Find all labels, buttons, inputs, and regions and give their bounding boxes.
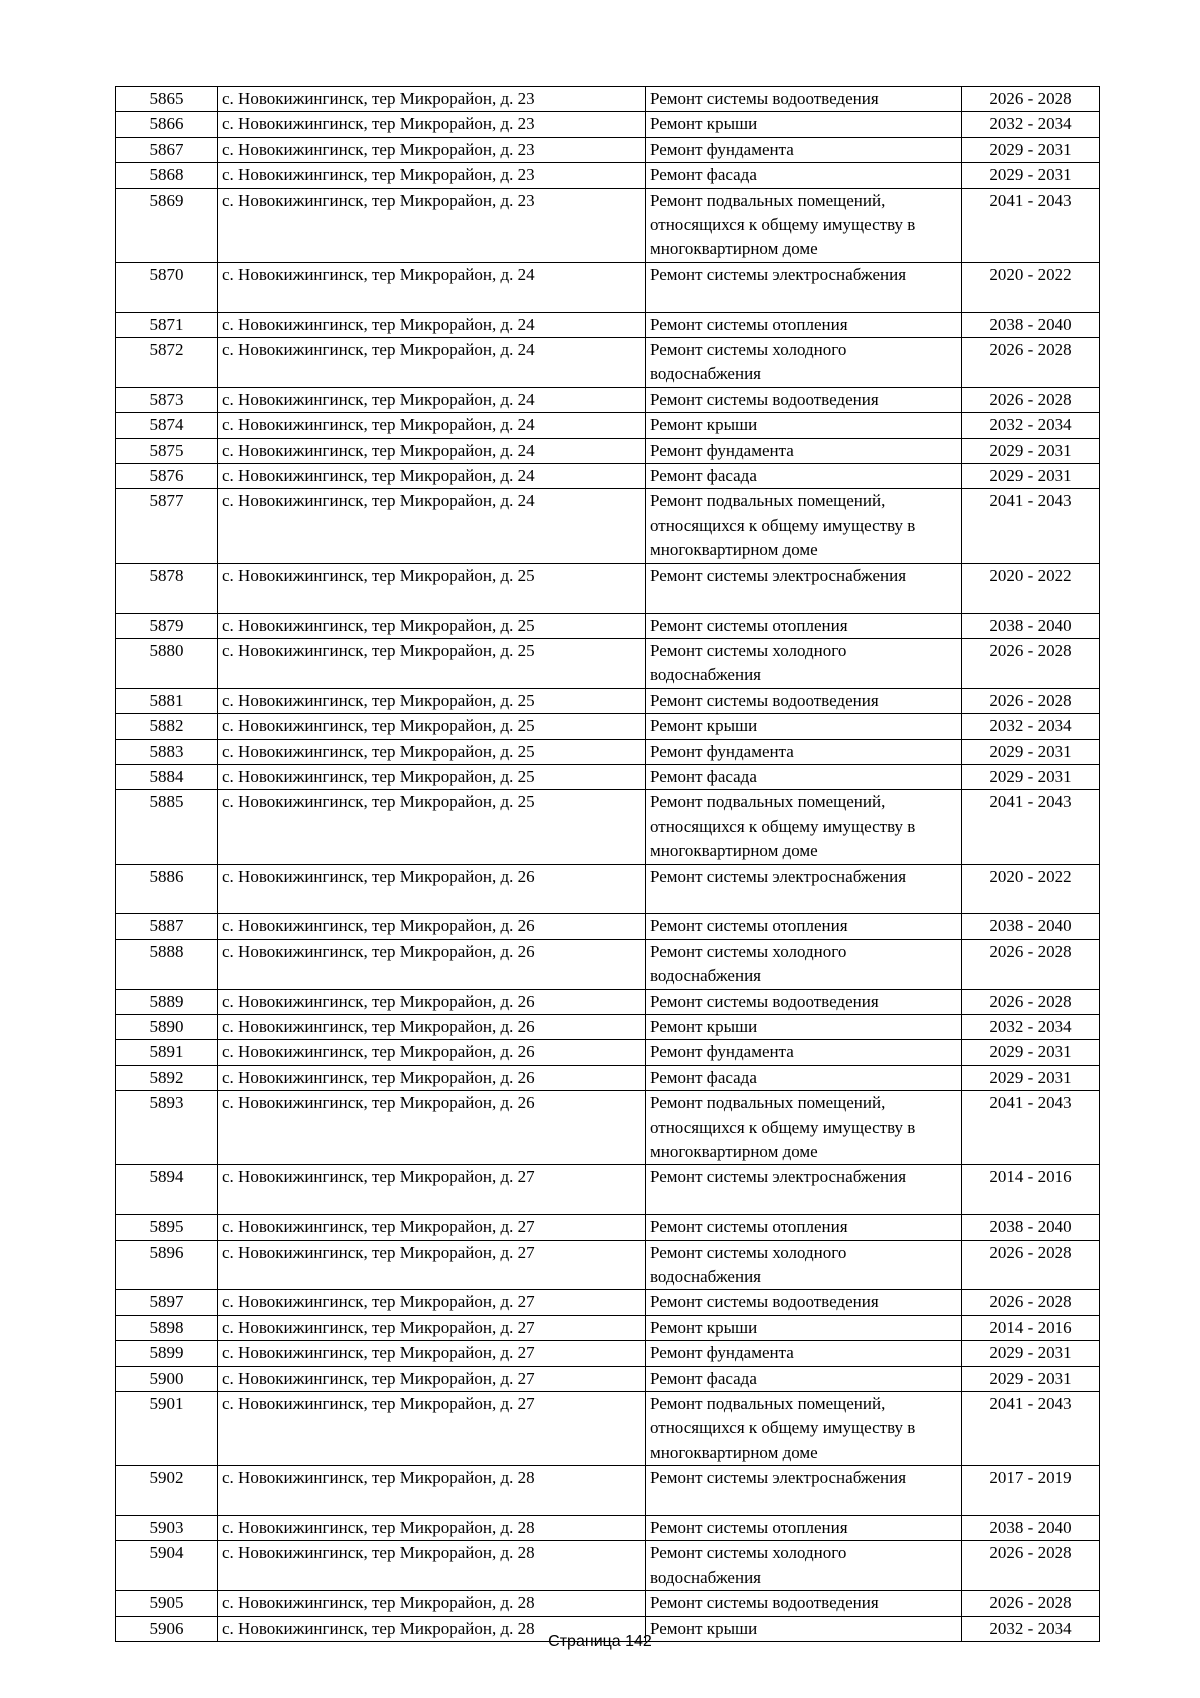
table-row <box>116 413 1100 438</box>
row-work-type: Ремонт системы водоотведения <box>646 387 962 412</box>
row-address: с. Новокижингинск, тер Микрорайон, д. 28 <box>218 1516 646 1541</box>
row-period: 2041 - 2043 <box>962 1392 1100 1466</box>
row-work-type: Ремонт системы водоотведения <box>646 87 962 112</box>
row-period: 2017 - 2019 <box>962 1466 1100 1516</box>
row-number: 5888 <box>116 939 218 989</box>
row-work-type: Ремонт подвальных помещений, относящихся к общему имуществу в многоквартирном доме <box>646 790 962 864</box>
row-period: 2029 - 2031 <box>962 1366 1100 1391</box>
row-number: 5881 <box>116 688 218 713</box>
table-row <box>116 188 1100 262</box>
row-address: с. Новокижингинск, тер Микрорайон, д. 27 <box>218 1215 646 1240</box>
row-address: с. Новокижингинск, тер Микрорайон, д. 26 <box>218 1091 646 1165</box>
row-address: с. Новокижингинск, тер Микрорайон, д. 27 <box>218 1290 646 1315</box>
row-number: 5901 <box>116 1392 218 1466</box>
table-row <box>116 87 1100 112</box>
row-number: 5894 <box>116 1165 218 1215</box>
row-address: с. Новокижингинск, тер Микрорайон, д. 24 <box>218 438 646 463</box>
row-period: 2029 - 2031 <box>962 438 1100 463</box>
row-period: 2029 - 2031 <box>962 739 1100 764</box>
table-row <box>116 563 1100 613</box>
table-row <box>116 1315 1100 1340</box>
row-work-type: Ремонт системы водоотведения <box>646 1290 962 1315</box>
row-address: с. Новокижингинск, тер Микрорайон, д. 25 <box>218 764 646 789</box>
row-address: с. Новокижингинск, тер Микрорайон, д. 25 <box>218 790 646 864</box>
table-row <box>116 1014 1100 1039</box>
row-number: 5865 <box>116 87 218 112</box>
row-number: 5869 <box>116 188 218 262</box>
row-period: 2026 - 2028 <box>962 939 1100 989</box>
row-period: 2032 - 2034 <box>962 714 1100 739</box>
row-period: 2026 - 2028 <box>962 688 1100 713</box>
row-address: с. Новокижингинск, тер Микрорайон, д. 27 <box>218 1315 646 1340</box>
row-period: 2020 - 2022 <box>962 864 1100 914</box>
row-period: 2038 - 2040 <box>962 613 1100 638</box>
row-work-type: Ремонт крыши <box>646 714 962 739</box>
row-address: с. Новокижингинск, тер Микрорайон, д. 24 <box>218 262 646 312</box>
row-address: с. Новокижингинск, тер Микрорайон, д. 25 <box>218 563 646 613</box>
row-period: 2020 - 2022 <box>962 262 1100 312</box>
row-number: 5899 <box>116 1341 218 1366</box>
row-number: 5906 <box>116 1616 218 1641</box>
row-address: с. Новокижингинск, тер Микрорайон, д. 24 <box>218 464 646 489</box>
row-address: с. Новокижингинск, тер Микрорайон, д. 26 <box>218 989 646 1014</box>
row-number: 5885 <box>116 790 218 864</box>
row-work-type: Ремонт системы водоотведения <box>646 688 962 713</box>
table-row <box>116 1466 1100 1516</box>
row-period: 2029 - 2031 <box>962 464 1100 489</box>
works-table-body <box>116 87 1100 1642</box>
table-row <box>116 1240 1100 1290</box>
table-row <box>116 1392 1100 1466</box>
row-number: 5890 <box>116 1014 218 1039</box>
table-row <box>116 1040 1100 1065</box>
row-work-type: Ремонт системы электроснабжения <box>646 262 962 312</box>
row-period: 2038 - 2040 <box>962 1516 1100 1541</box>
row-number: 5900 <box>116 1366 218 1391</box>
table-row <box>116 764 1100 789</box>
table-row <box>116 464 1100 489</box>
row-work-type: Ремонт системы отопления <box>646 1516 962 1541</box>
row-address: с. Новокижингинск, тер Микрорайон, д. 23 <box>218 188 646 262</box>
row-work-type: Ремонт подвальных помещений, относящихся к общему имуществу в многоквартирном доме <box>646 489 962 563</box>
row-number: 5896 <box>116 1240 218 1290</box>
row-number: 5902 <box>116 1466 218 1516</box>
row-work-type: Ремонт системы отопления <box>646 613 962 638</box>
row-work-type: Ремонт подвальных помещений, относящихся к общему имуществу в многоквартирном доме <box>646 188 962 262</box>
row-period: 2026 - 2028 <box>962 638 1100 688</box>
row-address: с. Новокижингинск, тер Микрорайон, д. 24 <box>218 338 646 388</box>
row-address: с. Новокижингинск, тер Микрорайон, д. 26 <box>218 914 646 939</box>
row-number: 5891 <box>116 1040 218 1065</box>
table-row <box>116 1591 1100 1616</box>
row-work-type: Ремонт системы отопления <box>646 1215 962 1240</box>
row-address: с. Новокижингинск, тер Микрорайон, д. 27 <box>218 1240 646 1290</box>
page-footer <box>0 1633 1200 1651</box>
row-number: 5892 <box>116 1065 218 1090</box>
row-work-type: Ремонт фундамента <box>646 438 962 463</box>
row-period: 2026 - 2028 <box>962 1541 1100 1591</box>
row-work-type: Ремонт подвальных помещений, относящихся к общему имуществу в многоквартирном доме <box>646 1392 962 1466</box>
row-work-type: Ремонт фасада <box>646 464 962 489</box>
row-work-type: Ремонт системы водоотведения <box>646 989 962 1014</box>
row-address: с. Новокижингинск, тер Микрорайон, д. 24 <box>218 489 646 563</box>
table-row <box>116 1165 1100 1215</box>
row-address: с. Новокижингинск, тер Микрорайон, д. 27 <box>218 1366 646 1391</box>
table-row <box>116 338 1100 388</box>
row-address: с. Новокижингинск, тер Микрорайон, д. 24 <box>218 387 646 412</box>
row-address: с. Новокижингинск, тер Микрорайон, д. 28 <box>218 1616 646 1641</box>
table-row <box>116 438 1100 463</box>
row-address: с. Новокижингинск, тер Микрорайон, д. 28 <box>218 1591 646 1616</box>
row-work-type: Ремонт крыши <box>646 1315 962 1340</box>
row-period: 2041 - 2043 <box>962 188 1100 262</box>
row-work-type: Ремонт фасада <box>646 163 962 188</box>
row-work-type: Ремонт крыши <box>646 413 962 438</box>
row-work-type: Ремонт системы холодного водоснабжения <box>646 1541 962 1591</box>
table-row <box>116 387 1100 412</box>
row-number: 5887 <box>116 914 218 939</box>
row-period: 2029 - 2031 <box>962 1065 1100 1090</box>
row-address: с. Новокижингинск, тер Микрорайон, д. 26 <box>218 864 646 914</box>
table-row <box>116 714 1100 739</box>
table-row <box>116 989 1100 1014</box>
table-row <box>116 914 1100 939</box>
table-row <box>116 1065 1100 1090</box>
row-number: 5871 <box>116 312 218 337</box>
row-address: с. Новокижингинск, тер Микрорайон, д. 25 <box>218 638 646 688</box>
row-address: с. Новокижингинск, тер Микрорайон, д. 28 <box>218 1541 646 1591</box>
table-row <box>116 613 1100 638</box>
table-row <box>116 262 1100 312</box>
row-work-type: Ремонт крыши <box>646 1014 962 1039</box>
row-address: с. Новокижингинск, тер Микрорайон, д. 23 <box>218 163 646 188</box>
row-number: 5895 <box>116 1215 218 1240</box>
row-work-type: Ремонт подвальных помещений, относящихся к общему имуществу в многоквартирном доме <box>646 1091 962 1165</box>
row-period: 2026 - 2028 <box>962 1240 1100 1290</box>
row-work-type: Ремонт системы отопления <box>646 312 962 337</box>
row-number: 5903 <box>116 1516 218 1541</box>
row-period: 2026 - 2028 <box>962 1591 1100 1616</box>
table-row <box>116 1290 1100 1315</box>
row-work-type: Ремонт фундамента <box>646 739 962 764</box>
row-period: 2029 - 2031 <box>962 764 1100 789</box>
row-period: 2032 - 2034 <box>962 1014 1100 1039</box>
row-work-type: Ремонт системы холодного водоснабжения <box>646 939 962 989</box>
row-address: с. Новокижингинск, тер Микрорайон, д. 27 <box>218 1392 646 1466</box>
table-row <box>116 638 1100 688</box>
table-row <box>116 1516 1100 1541</box>
row-address: с. Новокижингинск, тер Микрорайон, д. 23 <box>218 112 646 137</box>
row-period: 2038 - 2040 <box>962 1215 1100 1240</box>
row-address: с. Новокижингинск, тер Микрорайон, д. 26 <box>218 1040 646 1065</box>
table-row <box>116 864 1100 914</box>
row-period: 2014 - 2016 <box>962 1315 1100 1340</box>
row-number: 5879 <box>116 613 218 638</box>
row-address: с. Новокижингинск, тер Микрорайон, д. 24 <box>218 413 646 438</box>
row-number: 5867 <box>116 137 218 162</box>
row-period: 2026 - 2028 <box>962 387 1100 412</box>
row-work-type: Ремонт системы водоотведения <box>646 1591 962 1616</box>
table-row <box>116 1215 1100 1240</box>
row-number: 5875 <box>116 438 218 463</box>
row-address: с. Новокижингинск, тер Микрорайон, д. 27 <box>218 1165 646 1215</box>
row-work-type: Ремонт фундамента <box>646 1040 962 1065</box>
row-work-type: Ремонт системы холодного водоснабжения <box>646 338 962 388</box>
row-number: 5876 <box>116 464 218 489</box>
row-work-type: Ремонт системы отопления <box>646 914 962 939</box>
row-address: с. Новокижингинск, тер Микрорайон, д. 23 <box>218 137 646 162</box>
row-number: 5880 <box>116 638 218 688</box>
row-work-type: Ремонт системы электроснабжения <box>646 563 962 613</box>
row-number: 5868 <box>116 163 218 188</box>
row-address: с. Новокижингинск, тер Микрорайон, д. 28 <box>218 1466 646 1516</box>
row-number: 5889 <box>116 989 218 1014</box>
row-period: 2014 - 2016 <box>962 1165 1100 1215</box>
row-number: 5873 <box>116 387 218 412</box>
page-number: Страница 142 <box>548 1633 652 1650</box>
table-row <box>116 688 1100 713</box>
table-row <box>116 1091 1100 1165</box>
table-row <box>116 137 1100 162</box>
row-work-type: Ремонт фасада <box>646 1366 962 1391</box>
row-period: 2038 - 2040 <box>962 914 1100 939</box>
row-address: с. Новокижингинск, тер Микрорайон, д. 26 <box>218 1065 646 1090</box>
row-number: 5898 <box>116 1315 218 1340</box>
row-period: 2032 - 2034 <box>962 112 1100 137</box>
row-number: 5874 <box>116 413 218 438</box>
table-row <box>116 312 1100 337</box>
row-number: 5866 <box>116 112 218 137</box>
table-row <box>116 739 1100 764</box>
row-address: с. Новокижингинск, тер Микрорайон, д. 27 <box>218 1341 646 1366</box>
row-period: 2029 - 2031 <box>962 1341 1100 1366</box>
row-number: 5877 <box>116 489 218 563</box>
row-number: 5884 <box>116 764 218 789</box>
row-work-type: Ремонт фасада <box>646 764 962 789</box>
row-work-type: Ремонт системы электроснабжения <box>646 864 962 914</box>
row-address: с. Новокижингинск, тер Микрорайон, д. 25 <box>218 714 646 739</box>
row-work-type: Ремонт системы электроснабжения <box>646 1466 962 1516</box>
row-number: 5886 <box>116 864 218 914</box>
table-row <box>116 163 1100 188</box>
row-address: с. Новокижингинск, тер Микрорайон, д. 25 <box>218 739 646 764</box>
row-number: 5904 <box>116 1541 218 1591</box>
row-number: 5905 <box>116 1591 218 1616</box>
row-work-type: Ремонт фундамента <box>646 137 962 162</box>
row-address: с. Новокижингинск, тер Микрорайон, д. 26 <box>218 939 646 989</box>
row-work-type: Ремонт крыши <box>646 1616 962 1641</box>
row-number: 5893 <box>116 1091 218 1165</box>
row-address: с. Новокижингинск, тер Микрорайон, д. 23 <box>218 87 646 112</box>
table-row <box>116 1541 1100 1591</box>
row-period: 2026 - 2028 <box>962 1290 1100 1315</box>
row-address: с. Новокижингинск, тер Микрорайон, д. 25 <box>218 613 646 638</box>
row-period: 2029 - 2031 <box>962 137 1100 162</box>
row-address: с. Новокижингинск, тер Микрорайон, д. 24 <box>218 312 646 337</box>
row-work-type: Ремонт фасада <box>646 1065 962 1090</box>
row-number: 5878 <box>116 563 218 613</box>
table-row <box>116 1341 1100 1366</box>
works-table <box>115 86 1100 1642</box>
row-period: 2029 - 2031 <box>962 1040 1100 1065</box>
row-period: 2020 - 2022 <box>962 563 1100 613</box>
row-number: 5883 <box>116 739 218 764</box>
row-number: 5870 <box>116 262 218 312</box>
row-period: 2026 - 2028 <box>962 87 1100 112</box>
row-period: 2038 - 2040 <box>962 312 1100 337</box>
row-number: 5897 <box>116 1290 218 1315</box>
row-period: 2032 - 2034 <box>962 413 1100 438</box>
row-address: с. Новокижингинск, тер Микрорайон, д. 26 <box>218 1014 646 1039</box>
row-period: 2041 - 2043 <box>962 1091 1100 1165</box>
row-period: 2026 - 2028 <box>962 989 1100 1014</box>
row-work-type: Ремонт крыши <box>646 112 962 137</box>
row-work-type: Ремонт системы холодного водоснабжения <box>646 638 962 688</box>
table-row <box>116 790 1100 864</box>
table-row <box>116 112 1100 137</box>
row-work-type: Ремонт системы электроснабжения <box>646 1165 962 1215</box>
row-period: 2026 - 2028 <box>962 338 1100 388</box>
table-row <box>116 489 1100 563</box>
row-period: 2041 - 2043 <box>962 489 1100 563</box>
table-row <box>116 1366 1100 1391</box>
row-period: 2029 - 2031 <box>962 163 1100 188</box>
row-number: 5882 <box>116 714 218 739</box>
row-period: 2041 - 2043 <box>962 790 1100 864</box>
row-work-type: Ремонт фундамента <box>646 1341 962 1366</box>
table-row <box>116 939 1100 989</box>
row-number: 5872 <box>116 338 218 388</box>
row-period: 2032 - 2034 <box>962 1616 1100 1641</box>
row-address: с. Новокижингинск, тер Микрорайон, д. 25 <box>218 688 646 713</box>
row-work-type: Ремонт системы холодного водоснабжения <box>646 1240 962 1290</box>
